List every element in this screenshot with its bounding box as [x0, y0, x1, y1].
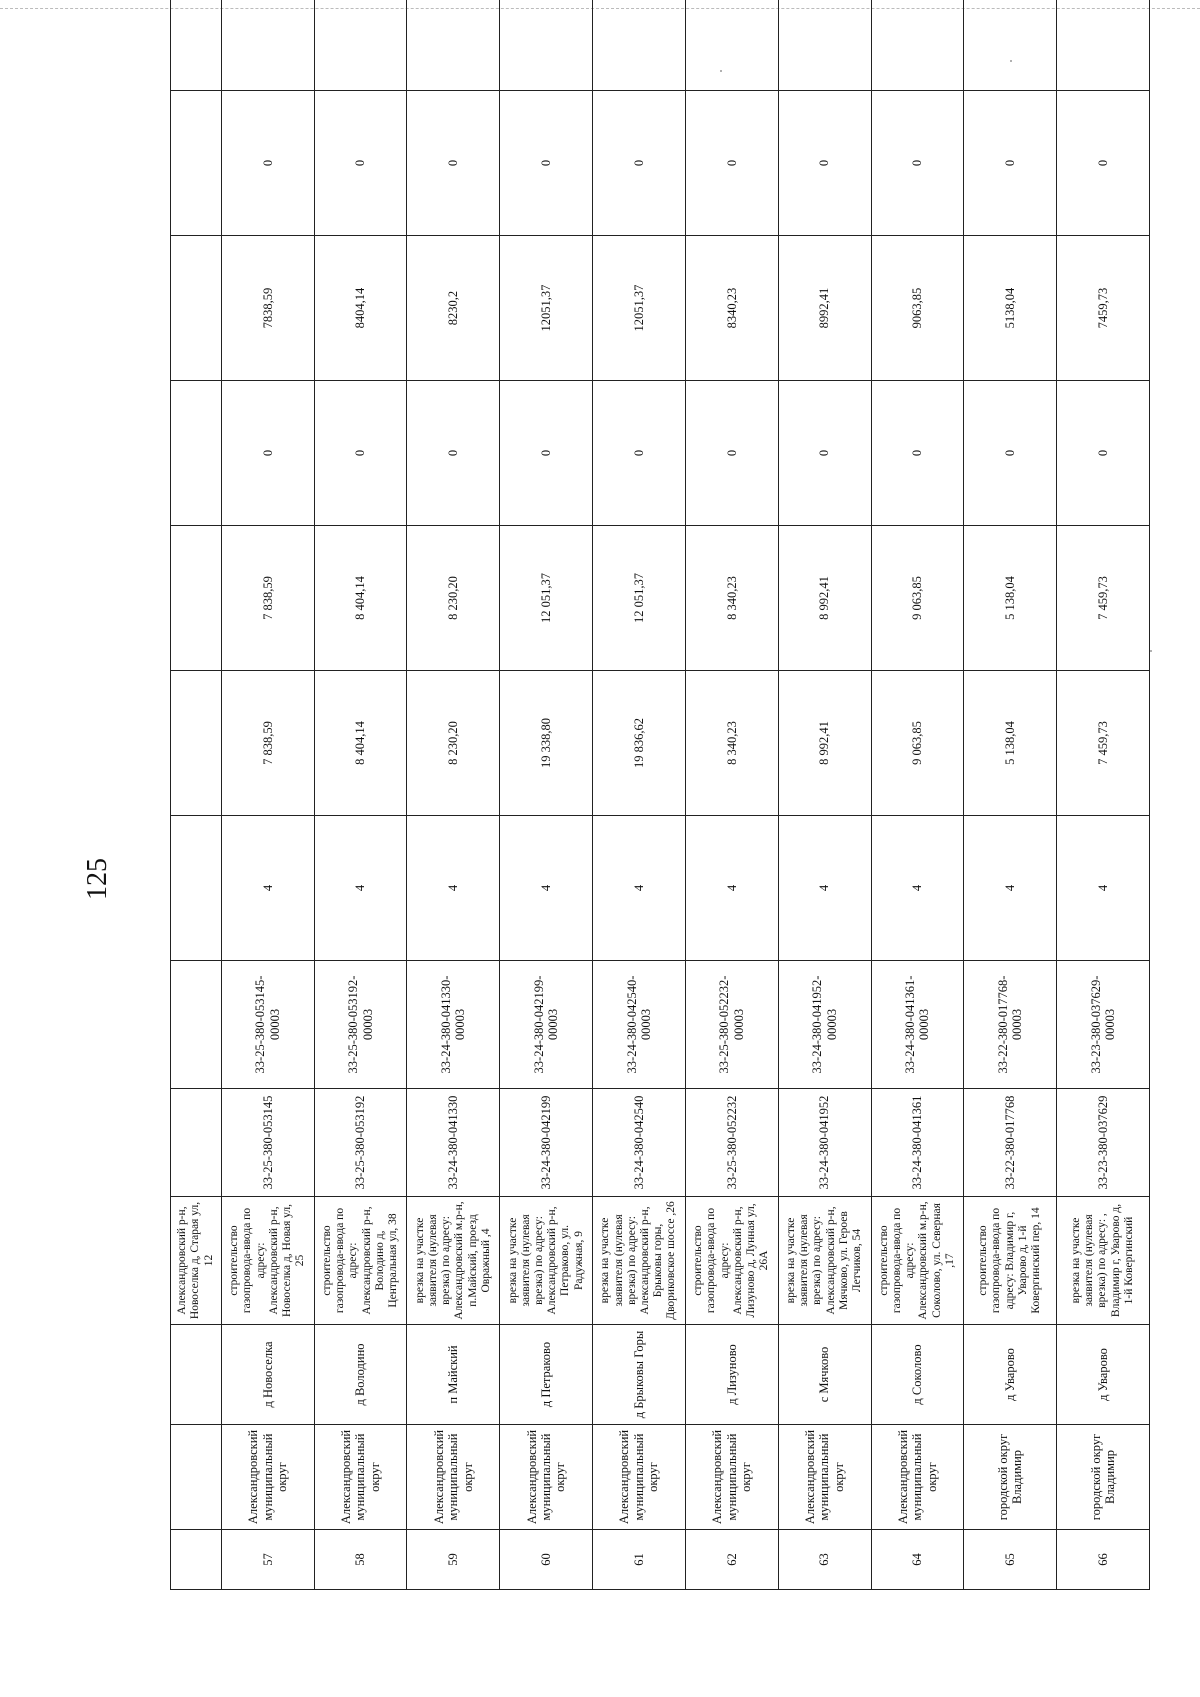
address: строительство газопровода-ввода по адресу: Владимир г, Уварово д, 1-й Ковергинский пер, 14	[964, 1197, 1057, 1325]
locality: д Уварово	[964, 1325, 1057, 1425]
value-col-4: 0	[964, 381, 1057, 526]
table-row	[500, 0, 593, 1590]
value-col-3: 8 404,14	[314, 526, 407, 671]
value-col-3: 12 051,37	[500, 526, 593, 671]
object-code: 33-24-380-042199	[500, 1089, 593, 1197]
object-code: 33-24-380-041952	[778, 1089, 871, 1197]
table-cell	[171, 816, 222, 961]
locality: с Мячково	[778, 1325, 871, 1425]
locality: д Володино	[314, 1325, 407, 1425]
value-col-4: 0	[221, 381, 314, 526]
municipality: Александровский муниципальный округ	[407, 1425, 500, 1530]
value-col-6: 0	[500, 91, 593, 236]
value-col-5: 7838,59	[221, 236, 314, 381]
scan-speck	[1010, 60, 1012, 62]
value-col-5: 9063,85	[871, 236, 964, 381]
row-number: 60	[500, 1530, 593, 1590]
table-row	[593, 0, 686, 1590]
data-table	[170, 0, 1150, 1590]
value-col-4: 0	[500, 381, 593, 526]
value-col-1: 4	[500, 816, 593, 961]
address: строительство газопровода-ввода по адресу: Александровский р-н, Володино д, Центральная ул, 38	[314, 1197, 407, 1325]
value-col-1: 4	[221, 816, 314, 961]
value-col-6: 0	[871, 91, 964, 236]
row-number: 65	[964, 1530, 1057, 1590]
object-code: 33-25-380-053145	[221, 1089, 314, 1197]
object-code: 33-25-380-052232	[685, 1089, 778, 1197]
municipality: Александровский муниципальный округ	[685, 1425, 778, 1530]
table-cell	[171, 381, 222, 526]
value-col-5: 8340,23	[685, 236, 778, 381]
value-col-4: 0	[685, 381, 778, 526]
continuation-row	[171, 0, 222, 1590]
value-col-4: 0	[314, 381, 407, 526]
address: врезка на участке заявителя (нулевая врезка) по адресу: Александровский р-н, Мячково, ул. Героев Летчиков, 54	[778, 1197, 871, 1325]
value-col-5: 5138,04	[964, 236, 1057, 381]
municipality: городской округ Владимир	[964, 1425, 1057, 1530]
table-row	[1057, 0, 1150, 1590]
value-col-1: 4	[407, 816, 500, 961]
object-code-full: 33-24-380-041952-00003	[778, 961, 871, 1089]
value-col-2: 7 838,59	[221, 671, 314, 816]
value-col-7	[500, 0, 593, 91]
value-col-7	[407, 0, 500, 91]
locality: д Уварово	[1057, 1325, 1150, 1425]
table-row	[407, 0, 500, 1590]
municipality: Александровский муниципальный округ	[314, 1425, 407, 1530]
locality: д Лизуново	[685, 1325, 778, 1425]
continuation-address: Александровский р-н, Новоселка д, Старая ул, 12	[171, 1197, 222, 1325]
municipality: Александровский муниципальный округ	[871, 1425, 964, 1530]
object-code: 33-24-380-041330	[407, 1089, 500, 1197]
object-code-full: 33-23-380-037629-00003	[1057, 961, 1150, 1089]
address: строительство газопровода-ввода по адресу: Александровский м.р-н, Соколово, ул. Северная ,17	[871, 1197, 964, 1325]
value-col-5: 8404,14	[314, 236, 407, 381]
table-cell	[171, 1089, 222, 1197]
municipality: городской округ Владимир	[1057, 1425, 1150, 1530]
value-col-1: 4	[778, 816, 871, 961]
value-col-6: 0	[407, 91, 500, 236]
value-col-1: 4	[314, 816, 407, 961]
value-col-5: 12051,37	[593, 236, 686, 381]
page-number: 125	[82, 858, 113, 900]
object-code-full: 33-22-380-017768-00003	[964, 961, 1057, 1089]
locality: д Петраково	[500, 1325, 593, 1425]
table-row	[221, 0, 314, 1590]
row-number: 64	[871, 1530, 964, 1590]
object-code: 33-25-380-053192	[314, 1089, 407, 1197]
value-col-7	[314, 0, 407, 91]
table-cell	[171, 0, 222, 91]
table-cell	[171, 1325, 222, 1425]
value-col-6: 0	[778, 91, 871, 236]
rotated-table-wrapper	[170, 90, 1150, 1590]
value-col-2: 8 404,14	[314, 671, 407, 816]
value-col-6: 0	[685, 91, 778, 236]
municipality: Александровский муниципальный округ	[500, 1425, 593, 1530]
table-row	[964, 0, 1057, 1590]
value-col-3: 7 459,73	[1057, 526, 1150, 671]
value-col-7	[778, 0, 871, 91]
object-code: 33-24-380-042540	[593, 1089, 686, 1197]
table-row	[871, 0, 964, 1590]
value-col-6: 0	[1057, 91, 1150, 236]
row-number: 61	[593, 1530, 686, 1590]
object-code-full: 33-24-380-041361-00003	[871, 961, 964, 1089]
value-col-3: 7 838,59	[221, 526, 314, 671]
table-cell	[171, 1425, 222, 1530]
value-col-7	[685, 0, 778, 91]
value-col-4: 0	[871, 381, 964, 526]
table-row	[778, 0, 871, 1590]
row-number: 62	[685, 1530, 778, 1590]
value-col-2: 8 340,23	[685, 671, 778, 816]
locality: п Майский	[407, 1325, 500, 1425]
municipality: Александровский муниципальный округ	[593, 1425, 686, 1530]
object-code-full: 33-24-380-042199-00003	[500, 961, 593, 1089]
table-cell	[171, 1530, 222, 1590]
value-col-5: 8992,41	[778, 236, 871, 381]
value-col-1: 4	[871, 816, 964, 961]
scan-speck	[720, 70, 722, 72]
object-code-full: 33-25-380-053145-00003	[221, 961, 314, 1089]
object-code: 33-23-380-037629	[1057, 1089, 1150, 1197]
table-cell	[171, 671, 222, 816]
address: врезка на участке заявителя (нулевая врезка) по адресу: Александровский м.р-н, п.Майский, проезд Овражный ,4	[407, 1197, 500, 1325]
value-col-2: 8 992,41	[778, 671, 871, 816]
value-col-7	[221, 0, 314, 91]
value-col-7	[593, 0, 686, 91]
row-number: 59	[407, 1530, 500, 1590]
value-col-2: 19 338,80	[500, 671, 593, 816]
value-col-5: 12051,37	[500, 236, 593, 381]
object-code-full: 33-25-380-053192-00003	[314, 961, 407, 1089]
value-col-2: 9 063,85	[871, 671, 964, 816]
value-col-5: 7459,73	[1057, 236, 1150, 381]
value-col-4: 0	[407, 381, 500, 526]
value-col-1: 4	[685, 816, 778, 961]
value-col-7	[1057, 0, 1150, 91]
locality: д Соколово	[871, 1325, 964, 1425]
row-number: 58	[314, 1530, 407, 1590]
value-col-1: 4	[1057, 816, 1150, 961]
value-col-2: 19 836,62	[593, 671, 686, 816]
value-col-6: 0	[314, 91, 407, 236]
value-col-4: 0	[778, 381, 871, 526]
value-col-2: 8 230,20	[407, 671, 500, 816]
value-col-3: 8 340,23	[685, 526, 778, 671]
object-code: 33-22-380-017768	[964, 1089, 1057, 1197]
table-row	[314, 0, 407, 1590]
table-cell	[171, 961, 222, 1089]
value-col-1: 4	[593, 816, 686, 961]
row-number: 63	[778, 1530, 871, 1590]
address: строительство газопровода-ввода по адресу: Александровский р-н, Лизуново д, Лунная ул, 26А	[685, 1197, 778, 1325]
address: врезка на участке заявителя (нулевая врезка) по адресу: Александровский р-н, Брыковы горы, Двориковское шоссе ,26	[593, 1197, 686, 1325]
value-col-1: 4	[964, 816, 1057, 961]
table-cell	[171, 91, 222, 236]
row-number: 66	[1057, 1530, 1150, 1590]
value-col-6: 0	[221, 91, 314, 236]
value-col-3: 9 063,85	[871, 526, 964, 671]
value-col-2: 7 459,73	[1057, 671, 1150, 816]
value-col-3: 12 051,37	[593, 526, 686, 671]
row-number: 57	[221, 1530, 314, 1590]
value-col-4: 0	[1057, 381, 1150, 526]
object-code-full: 33-24-380-041330-00003	[407, 961, 500, 1089]
object-code-full: 33-25-380-052232-00003	[685, 961, 778, 1089]
address: врезка на участке заявителя (нулевая врезка) по адресу: , Владимир г, Уварово д, 1-й Ковергинский	[1057, 1197, 1150, 1325]
value-col-3: 8 992,41	[778, 526, 871, 671]
value-col-5: 8230,2	[407, 236, 500, 381]
object-code: 33-24-380-041361	[871, 1089, 964, 1197]
value-col-6: 0	[593, 91, 686, 236]
locality: д Брыковы Горы	[593, 1325, 686, 1425]
scan-speck	[1150, 650, 1152, 652]
table-row	[685, 0, 778, 1590]
municipality: Александровский муниципальный округ	[778, 1425, 871, 1530]
table-cell	[171, 526, 222, 671]
table-cell	[171, 236, 222, 381]
value-col-4: 0	[593, 381, 686, 526]
value-col-3: 5 138,04	[964, 526, 1057, 671]
locality: д Новоселка	[221, 1325, 314, 1425]
address: строительство газопровода-ввода по адресу: Александровский р-н, Новоселка д, Новая ул, 25	[221, 1197, 314, 1325]
municipality: Александровский муниципальный округ	[221, 1425, 314, 1530]
value-col-7	[871, 0, 964, 91]
address: врезка на участке заявителя (нулевая врезка) по адресу: Александровский р-н, Петраково, ул. Радужная, 9	[500, 1197, 593, 1325]
value-col-2: 5 138,04	[964, 671, 1057, 816]
value-col-7	[964, 0, 1057, 91]
object-code-full: 33-24-380-042540-00003	[593, 961, 686, 1089]
value-col-6: 0	[964, 91, 1057, 236]
value-col-3: 8 230,20	[407, 526, 500, 671]
